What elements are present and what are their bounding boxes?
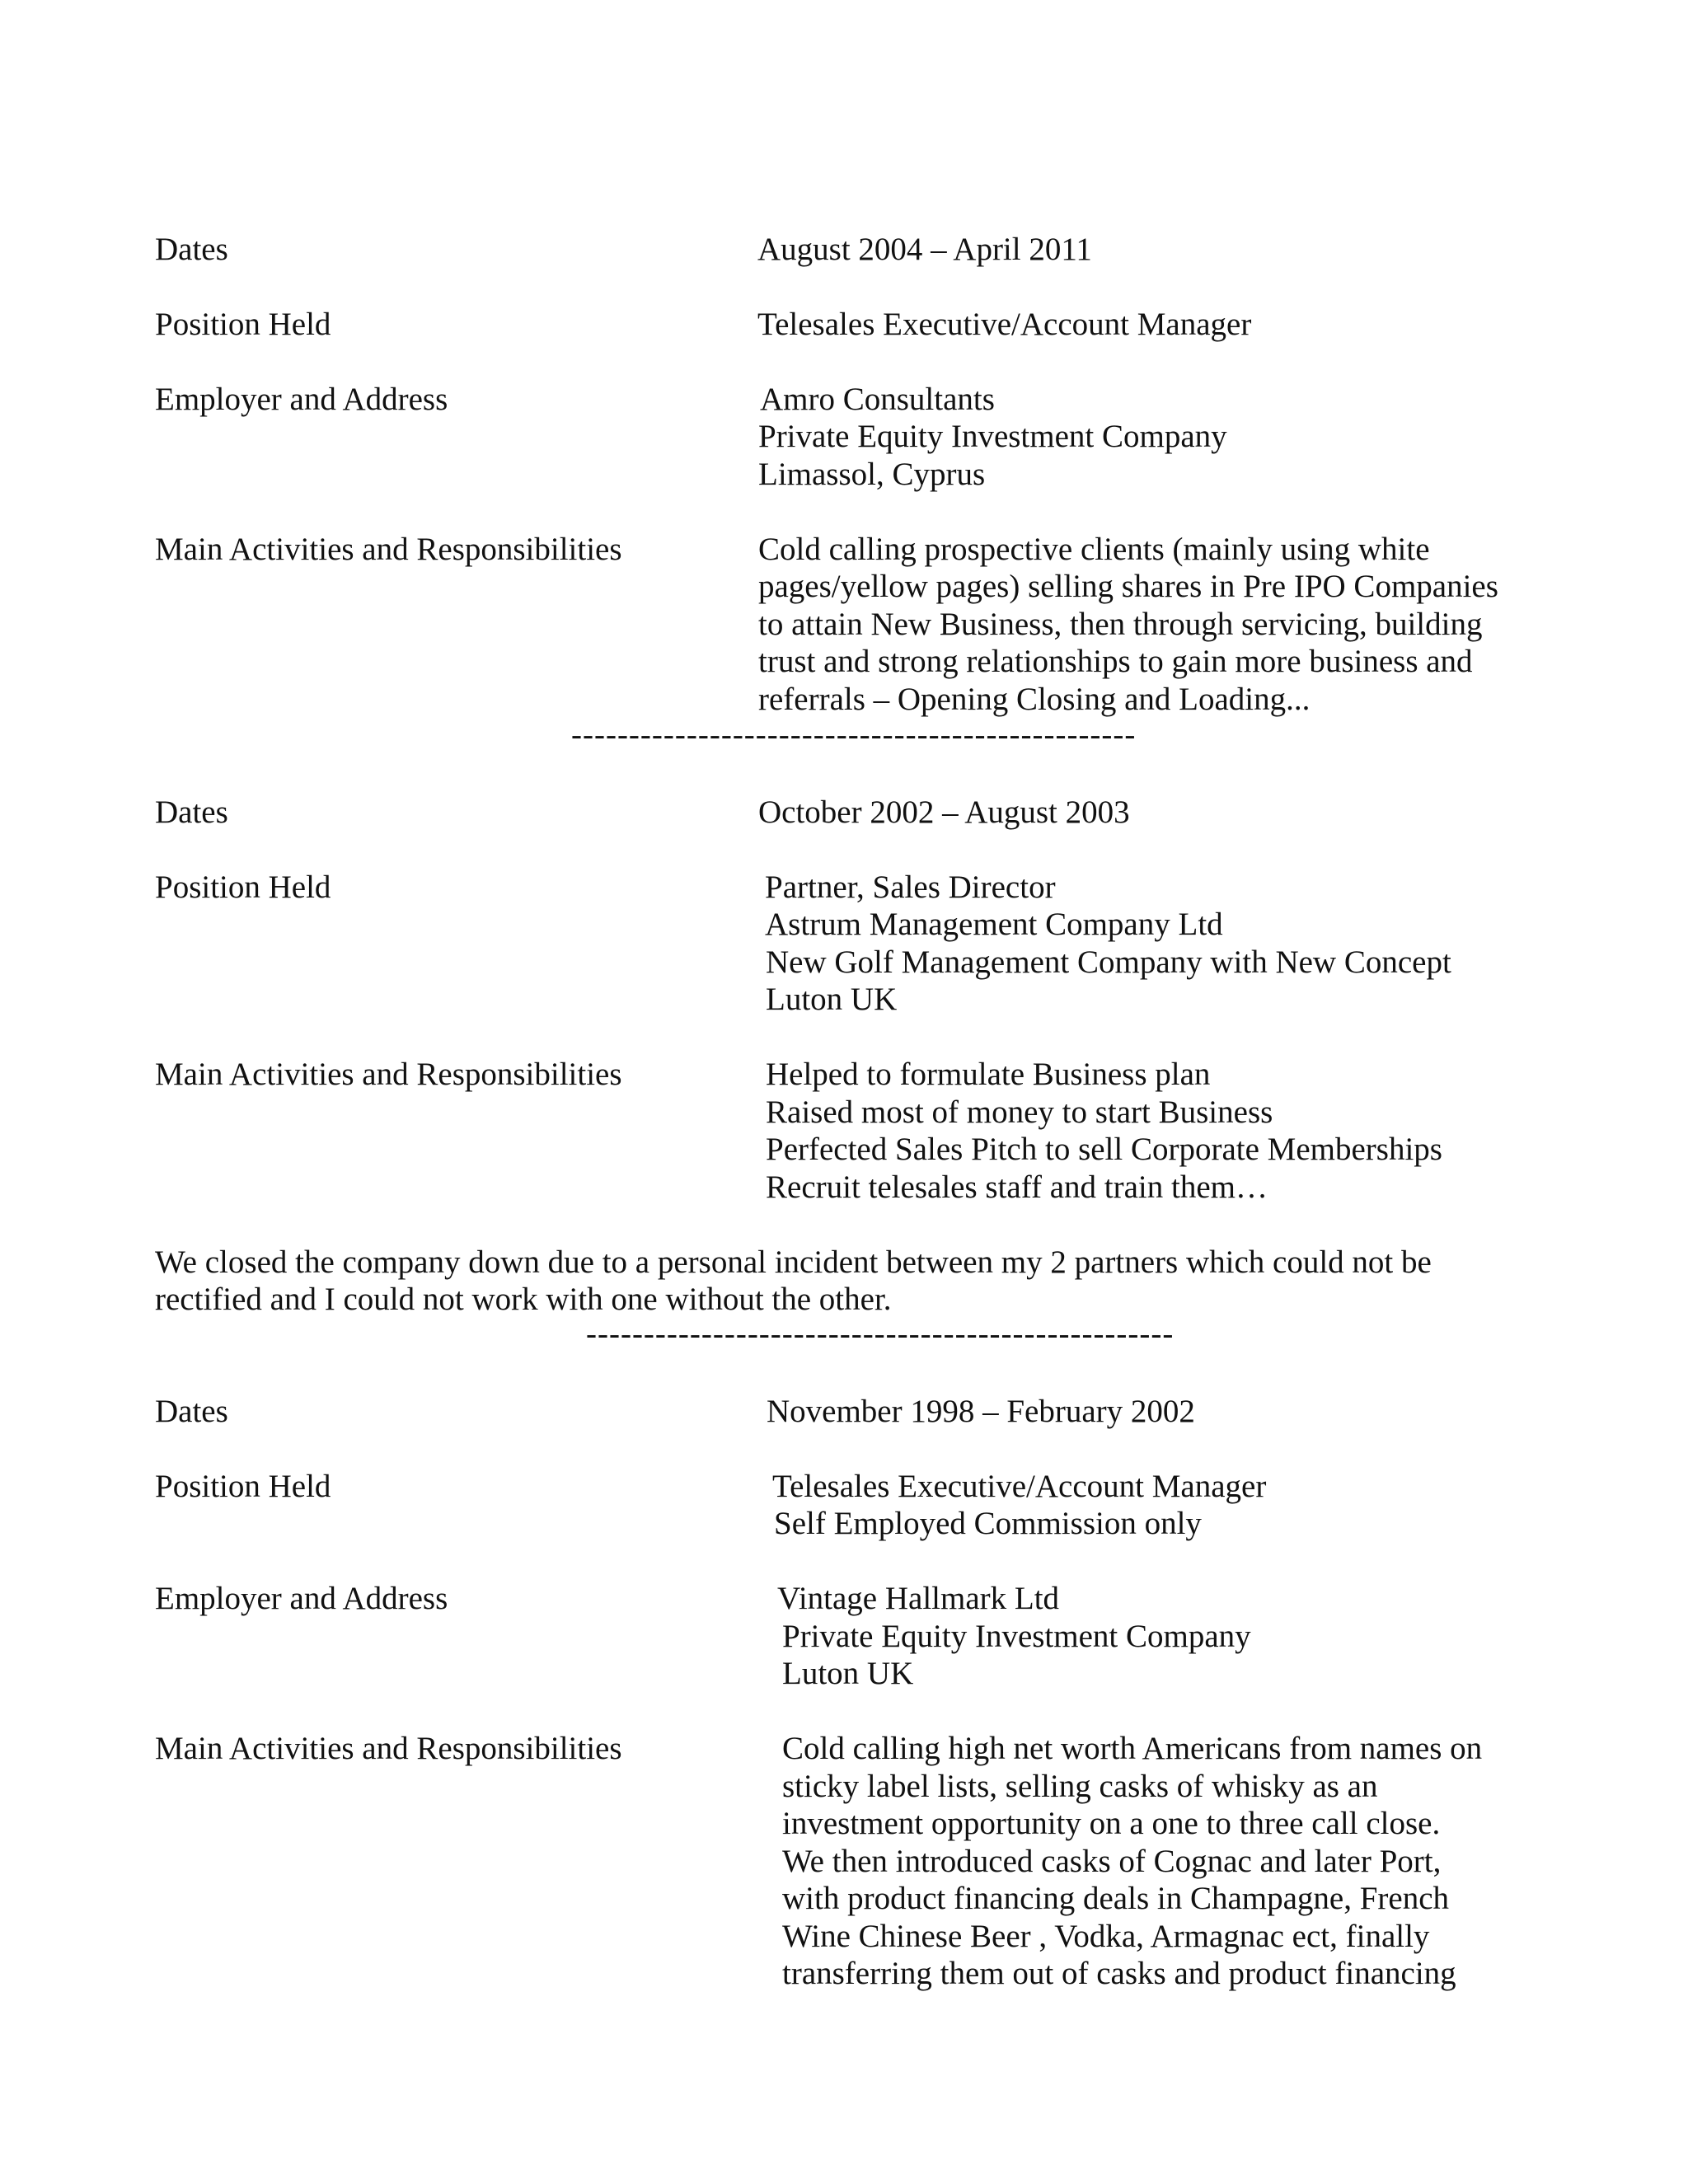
- position-line: Astrum Management Company Ltd: [765, 907, 1223, 942]
- position-label: Position Held: [155, 869, 331, 905]
- position-line: New Golf Management Company with New Concept: [766, 944, 1451, 980]
- employer-line: Amro Consultants: [760, 382, 995, 417]
- position-line: Partner, Sales Director: [765, 869, 1056, 905]
- activities-line: Recruit telesales staff and train them…: [766, 1169, 1268, 1205]
- employer-label: Employer and Address: [155, 1581, 448, 1616]
- activities-line: Raised most of money to start Business: [766, 1094, 1273, 1130]
- employer-label: Employer and Address: [155, 382, 448, 417]
- activities-line: sticky label lists, selling casks of whisky as an: [782, 1769, 1378, 1804]
- employer-line: Luton UK: [782, 1656, 914, 1691]
- employer-line: Private Equity Investment Company: [782, 1619, 1251, 1654]
- employer-line: Limassol, Cyprus: [758, 457, 986, 492]
- dates-value: November 1998 – February 2002: [767, 1394, 1195, 1429]
- activities-label: Main Activities and Responsibilities: [155, 532, 622, 567]
- activities-line: Helped to formulate Business plan: [766, 1057, 1211, 1092]
- activities-line: Wine Chinese Beer , Vodka, Armagnac ect, finally: [782, 1919, 1430, 1954]
- activities-line: to attain New Business, then through servicing, building: [758, 607, 1483, 642]
- dates-value: August 2004 – April 2011: [757, 232, 1092, 267]
- position-value: Telesales Executive/Account Manager: [757, 307, 1252, 342]
- employer-line: Private Equity Investment Company: [758, 419, 1227, 454]
- activities-label: Main Activities and Responsibilities: [155, 1731, 622, 1766]
- activities-line: transferring them out of casks and product financing: [782, 1956, 1456, 1991]
- activities-line: Cold calling high net worth Americans from names on: [782, 1731, 1483, 1766]
- activities-line: pages/yellow pages) selling shares in Pre IPO Companies: [758, 569, 1498, 604]
- activities-line: referrals – Opening Closing and Loading...: [758, 682, 1311, 717]
- note-line: rectified and I could not work with one without the other.: [155, 1282, 892, 1317]
- position-line: Telesales Executive/Account Manager: [772, 1469, 1267, 1504]
- section-separator: -------------------------------------------------: [571, 717, 1137, 752]
- position-line: Luton UK: [766, 982, 898, 1017]
- activities-line: investment opportunity on a one to three call close.: [782, 1806, 1441, 1841]
- activities-label: Main Activities and Responsibilities: [155, 1057, 622, 1092]
- employer-line: Vintage Hallmark Ltd: [777, 1581, 1060, 1616]
- dates-label: Dates: [155, 794, 228, 830]
- dates-label: Dates: [155, 1394, 228, 1429]
- note-line: We closed the company down due to a personal incident between my 2 partners which could not be: [155, 1244, 1432, 1280]
- activities-line: Cold calling prospective clients (mainly using white: [758, 532, 1430, 567]
- position-label: Position Held: [155, 307, 331, 342]
- dates-label: Dates: [155, 232, 228, 267]
- position-label: Position Held: [155, 1469, 331, 1504]
- section-separator: ---------------------------------------------------: [586, 1316, 1175, 1352]
- activities-line: Perfected Sales Pitch to sell Corporate Memberships: [766, 1132, 1442, 1167]
- activities-line: We then introduced casks of Cognac and later Port,: [782, 1844, 1442, 1879]
- activities-line: trust and strong relationships to gain more business and: [758, 644, 1473, 679]
- dates-value: October 2002 – August 2003: [758, 794, 1130, 830]
- activities-line: with product financing deals in Champagne, French: [782, 1881, 1450, 1916]
- position-line: Self Employed Commission only: [774, 1506, 1202, 1541]
